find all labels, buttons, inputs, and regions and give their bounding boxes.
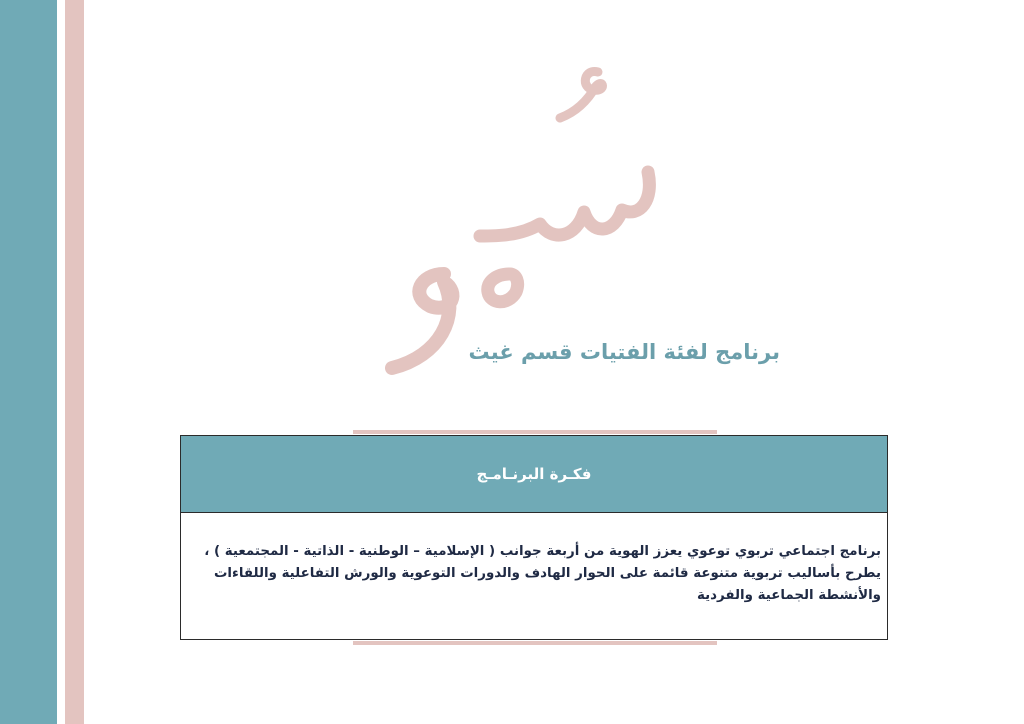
program-subtitle: برنامج لفئة الفتيات قسم غيث	[468, 340, 780, 364]
decorative-teal-stripe	[0, 0, 57, 724]
sumu-logo	[370, 60, 670, 380]
program-idea-box	[180, 435, 888, 640]
decorative-pink-stripe	[65, 0, 84, 724]
program-idea-body: برنامج اجتماعي تربوي توعوي يعزز الهوية من أربعة جوانب ( الإسلامية – الوطنية - الذاتية - المجتمعية ) ، يطرح بأساليب تربوية متنوعة قائمة على الحوار الهادف والدورات التوعوية والورش التفاعلية واللقاءات والأنشطة الجماعية والفردية	[204, 544, 881, 603]
accent-line-bottom	[353, 641, 717, 645]
program-idea-header: فكـرة البرنـامـج	[181, 436, 887, 513]
accent-line-top	[353, 430, 717, 434]
